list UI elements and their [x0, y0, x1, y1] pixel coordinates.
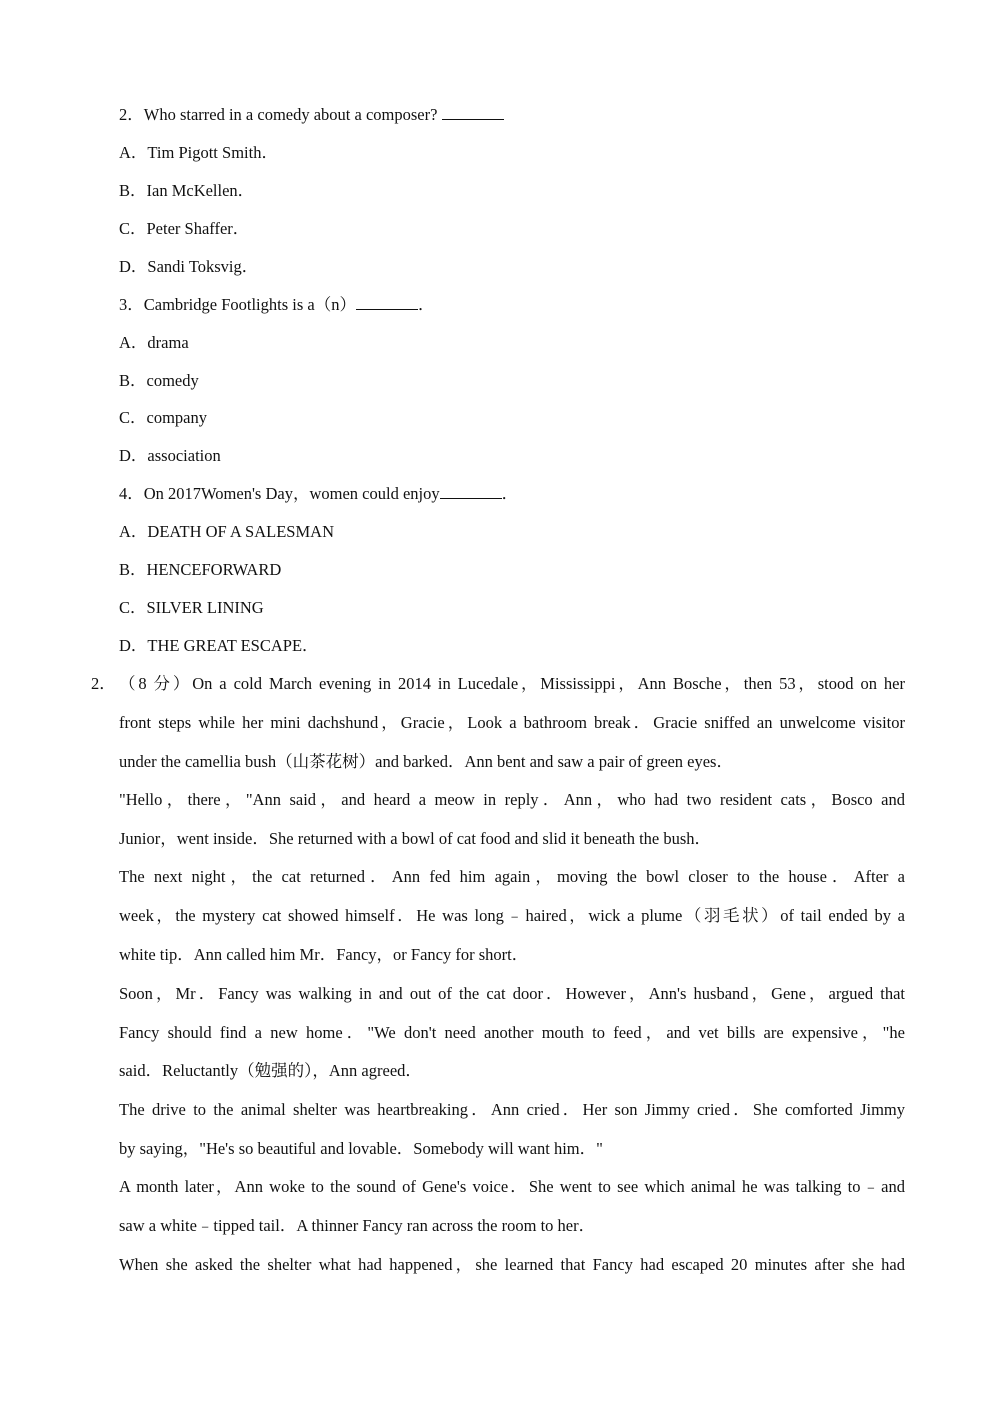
option-c: C．company: [119, 408, 207, 427]
option-d: D．Sandi Toksvig．: [119, 257, 259, 276]
option-a: A．Tim Pigott Smith．: [119, 143, 278, 162]
question-3: [119, 294, 434, 316]
answer-blank: [356, 295, 418, 310]
option-d: D．THE GREAT ESCAPE．: [119, 636, 319, 655]
passage-line: week，the mystery cat showed himself．He was long﹣haired，wick a plume（羽毛状）of tail ended by a: [119, 906, 905, 925]
passage-line: said．Reluctantly（勉强的），Ann agreed．: [119, 1061, 422, 1080]
passage-line: （8 分）On a cold March evening in 2014 in Lucedale，Mississippi，Ann Bosche，then 53，stood on her: [119, 674, 905, 693]
answer-blank: [442, 105, 504, 120]
passage-line: The drive to the animal shelter was heartbreaking．Ann cried．Her son Jimmy cried．She comforted Jimmy: [119, 1100, 905, 1119]
question-2: [119, 104, 504, 126]
question-4-end: ．: [501, 484, 519, 503]
option-c: C．Peter Shaffer．: [119, 219, 250, 238]
option-c: C．SILVER LINING: [119, 598, 264, 617]
option-a: A．DEATH OF A SALESMAN: [119, 522, 334, 541]
passage-line: Fancy should find a new home．"We don't need another mouth to feed，and vet bills are expensive，"he: [119, 1023, 905, 1042]
question-3-text: 3．Cambridge Footlights is a（n）: [119, 295, 356, 314]
option-d: D．association: [119, 446, 221, 465]
passage-line: A month later，Ann woke to the sound of Gene's voice．She went to see which animal he was talking to﹣and: [119, 1177, 905, 1196]
option-a: A．drama: [119, 333, 189, 352]
passage-line: under the camellia bush（山茶花树）and barked．Ann bent and saw a pair of green eyes．: [119, 752, 733, 771]
passage-line: front steps while her mini dachshund，Gracie，Look a bathroom break．Gracie sniffed an unwelcome visitor: [119, 713, 905, 732]
passage-line: white tip．Ann called him Mr．Fancy，or Fancy for short．: [119, 945, 529, 964]
passage-line: Junior，went inside．She returned with a bowl of cat food and slid it beneath the bush．: [119, 829, 712, 848]
question-3-end: ．: [417, 295, 435, 314]
option-b: B．comedy: [119, 371, 199, 390]
passage-line: by saying，"He's so beautiful and lovable．Somebody will want him．": [119, 1139, 603, 1158]
question-4: [119, 483, 518, 505]
passage-line: Soon，Mr．Fancy was walking in and out of the cat door．However，Ann's husband，Gene，argued that: [119, 984, 905, 1003]
passage-number: 2．: [91, 674, 116, 693]
question-2-text: 2．Who starred in a comedy about a composer?: [119, 105, 438, 124]
passage-line: The next night，the cat returned．Ann fed him again，moving the bowl closer to the house．After a: [119, 867, 905, 886]
passage-line: When she asked the shelter what had happened，she learned that Fancy had escaped 20 minutes after she had: [119, 1255, 905, 1274]
answer-blank: [440, 484, 502, 499]
question-4-text: 4．On 2017Women's Day，women could enjoy: [119, 484, 440, 503]
passage-line: saw a white﹣tipped tail．A thinner Fancy ran across the room to her．: [119, 1216, 596, 1235]
passage-line: "Hello，there，"Ann said，and heard a meow in reply．Ann，who had two resident cats，Bosco and: [119, 790, 905, 809]
option-b: B．Ian McKellen．: [119, 181, 255, 200]
option-b: B．HENCEFORWARD: [119, 560, 282, 579]
